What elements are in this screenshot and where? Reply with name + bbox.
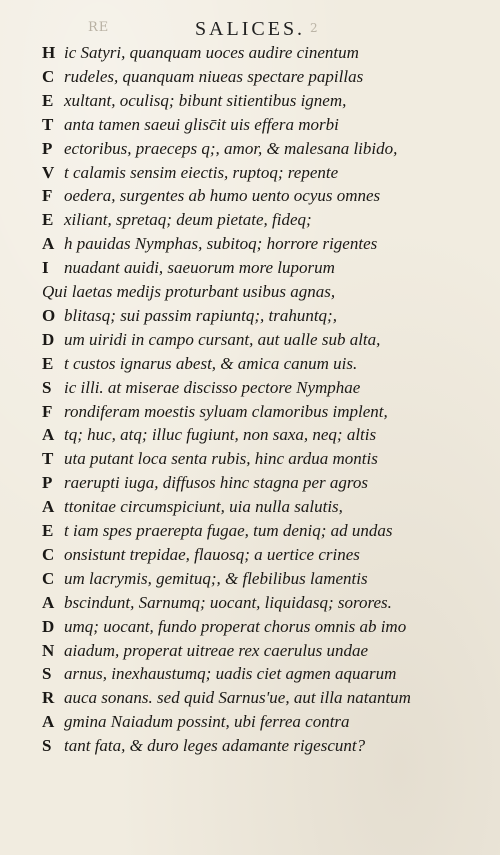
line-text: blitasq; sui passim rapiuntq;, trahuntq;, — [64, 305, 337, 325]
verse-line — [0, 42, 500, 64]
line-initial: A — [42, 425, 55, 445]
page-header — [0, 18, 500, 41]
verse-line — [0, 138, 500, 160]
line-text: t iam spes praerepta fugae, tum deniq; ad undas — [64, 521, 393, 540]
page-mark: 2 — [310, 21, 318, 35]
verse-line — [0, 663, 500, 685]
line-initial: S — [42, 377, 52, 397]
line-initial: S — [42, 736, 52, 756]
line-initial: A — [42, 592, 55, 612]
line-text: xultant, oculisq; bibunt sitientibus ignem, — [64, 90, 347, 110]
signature-mark: RE — [88, 20, 110, 35]
line-initial: T — [42, 114, 54, 134]
line-initial: T — [42, 449, 54, 469]
line-text: arnus, inexhaustumq; uadis ciet agmen aquarum — [64, 664, 397, 684]
verse-line — [0, 257, 500, 279]
verse-line — [0, 687, 500, 709]
line-initial: C — [42, 544, 55, 564]
line-text: tant fata, & duro leges adamante rigescunt? — [64, 736, 366, 756]
line-text: nuadant auidi, saeuorum more luporum — [64, 258, 335, 278]
line-initial: P — [42, 138, 53, 158]
verse-line — [0, 209, 500, 231]
line-text: uta putant loca senta rubis, hinc ardua montis — [64, 449, 378, 469]
line-text: ic Satyri, quanquam uoces audire cinentum — [64, 43, 359, 62]
line-text: ic illi. at miserae discisso pectore Nymphae — [64, 377, 361, 397]
verse-line — [0, 233, 500, 255]
line-text: um uiridi in campo cursant, aut ualle sub alta, — [64, 329, 381, 349]
verse-line — [0, 305, 500, 327]
line-text: h pauidas Nymphas, subitoq; horrore rigentes — [64, 234, 378, 254]
line-text: aiadum, properat uitreae rex caerulus undae — [64, 640, 369, 660]
verse-line — [0, 377, 500, 399]
verse-line — [0, 401, 500, 423]
line-text: Qui laetas medijs proturbant usibus agnas, — [42, 282, 336, 301]
line-text: umq; uocant, fundo properat chorus omnis ab imo — [64, 616, 407, 636]
line-initial: E — [42, 521, 54, 540]
line-text: ttonitae circumspiciunt, uia nulla salutis, — [64, 497, 343, 517]
line-initial: O — [42, 305, 56, 325]
line-text: onsistunt trepidae, flauosq; a uertice crines — [64, 544, 360, 564]
line-initial: A — [42, 234, 55, 254]
verse-line — [0, 544, 500, 566]
verse-line — [0, 424, 500, 446]
line-initial: S — [42, 664, 52, 684]
verse-line — [0, 353, 500, 375]
verse-line — [0, 496, 500, 518]
line-initial: F — [42, 401, 53, 421]
verse-line — [0, 448, 500, 470]
running-title: SALICES. — [194, 18, 306, 40]
line-text: anta tamen saeui glisc̄it uis effera morbi — [64, 114, 339, 134]
line-text: tq; huc, atq; illuc fugiunt, non saxa, neq; altis — [64, 425, 377, 445]
line-text: xiliant, spretaq; deum pietate, fideq; — [64, 210, 312, 230]
line-text: gmina Naiadum possint, ubi ferrea contra — [64, 712, 350, 732]
line-initial: D — [42, 616, 55, 636]
line-initial: N — [42, 640, 55, 660]
line-text: rudeles, quanquam niueas spectare papillas — [64, 66, 364, 86]
line-initial: C — [42, 66, 55, 86]
verse-line — [0, 162, 500, 184]
line-text: t custos ignarus abest, & amica canum uis. — [64, 353, 358, 373]
line-text: rondiferam moestis syluam clamoribus implent, — [64, 401, 388, 421]
line-initial: H — [42, 43, 56, 62]
line-initial: C — [42, 568, 55, 588]
line-initial: D — [42, 329, 55, 349]
verse-line — [0, 90, 500, 112]
line-initial: R — [42, 688, 55, 708]
line-initial: E — [42, 353, 54, 373]
line-initial: E — [42, 210, 54, 230]
line-initial: A — [42, 712, 55, 732]
verse-line — [0, 735, 500, 757]
line-text: raerupti iuga, diffusos hinc stagna per agros — [64, 473, 368, 493]
line-initial: P — [42, 473, 53, 493]
line-text: t calamis sensim eiectis, ruptoq; repente — [64, 162, 339, 182]
verse-line — [0, 329, 500, 351]
line-initial: I — [42, 258, 49, 278]
verse-line — [0, 520, 500, 542]
verse-line — [0, 592, 500, 614]
verse-line — [0, 185, 500, 207]
verse-line — [0, 66, 500, 88]
verse-line — [0, 616, 500, 638]
line-text: oedera, surgentes ab humo uento ocyus omnes — [64, 186, 381, 206]
verse-line — [0, 281, 500, 303]
line-initial: F — [42, 186, 53, 206]
line-initial: A — [42, 497, 55, 517]
line-initial: E — [42, 90, 54, 110]
verse-line — [0, 640, 500, 662]
line-text: auca sonans. sed quid Sarnus'ue, aut illa natantum — [64, 688, 411, 708]
verse-line — [0, 568, 500, 590]
verse-line — [0, 711, 500, 733]
verse-line — [0, 114, 500, 136]
line-text: bscindunt, Sarnumq; uocant, liquidasq; sorores. — [64, 592, 392, 612]
line-text: um lacrymis, gemituq;, & flebilibus lamentis — [64, 568, 368, 588]
line-initial: V — [42, 162, 55, 182]
verse-line — [0, 472, 500, 494]
line-text: ectoribus, praeceps q;, amor, & malesana libido, — [64, 138, 398, 158]
